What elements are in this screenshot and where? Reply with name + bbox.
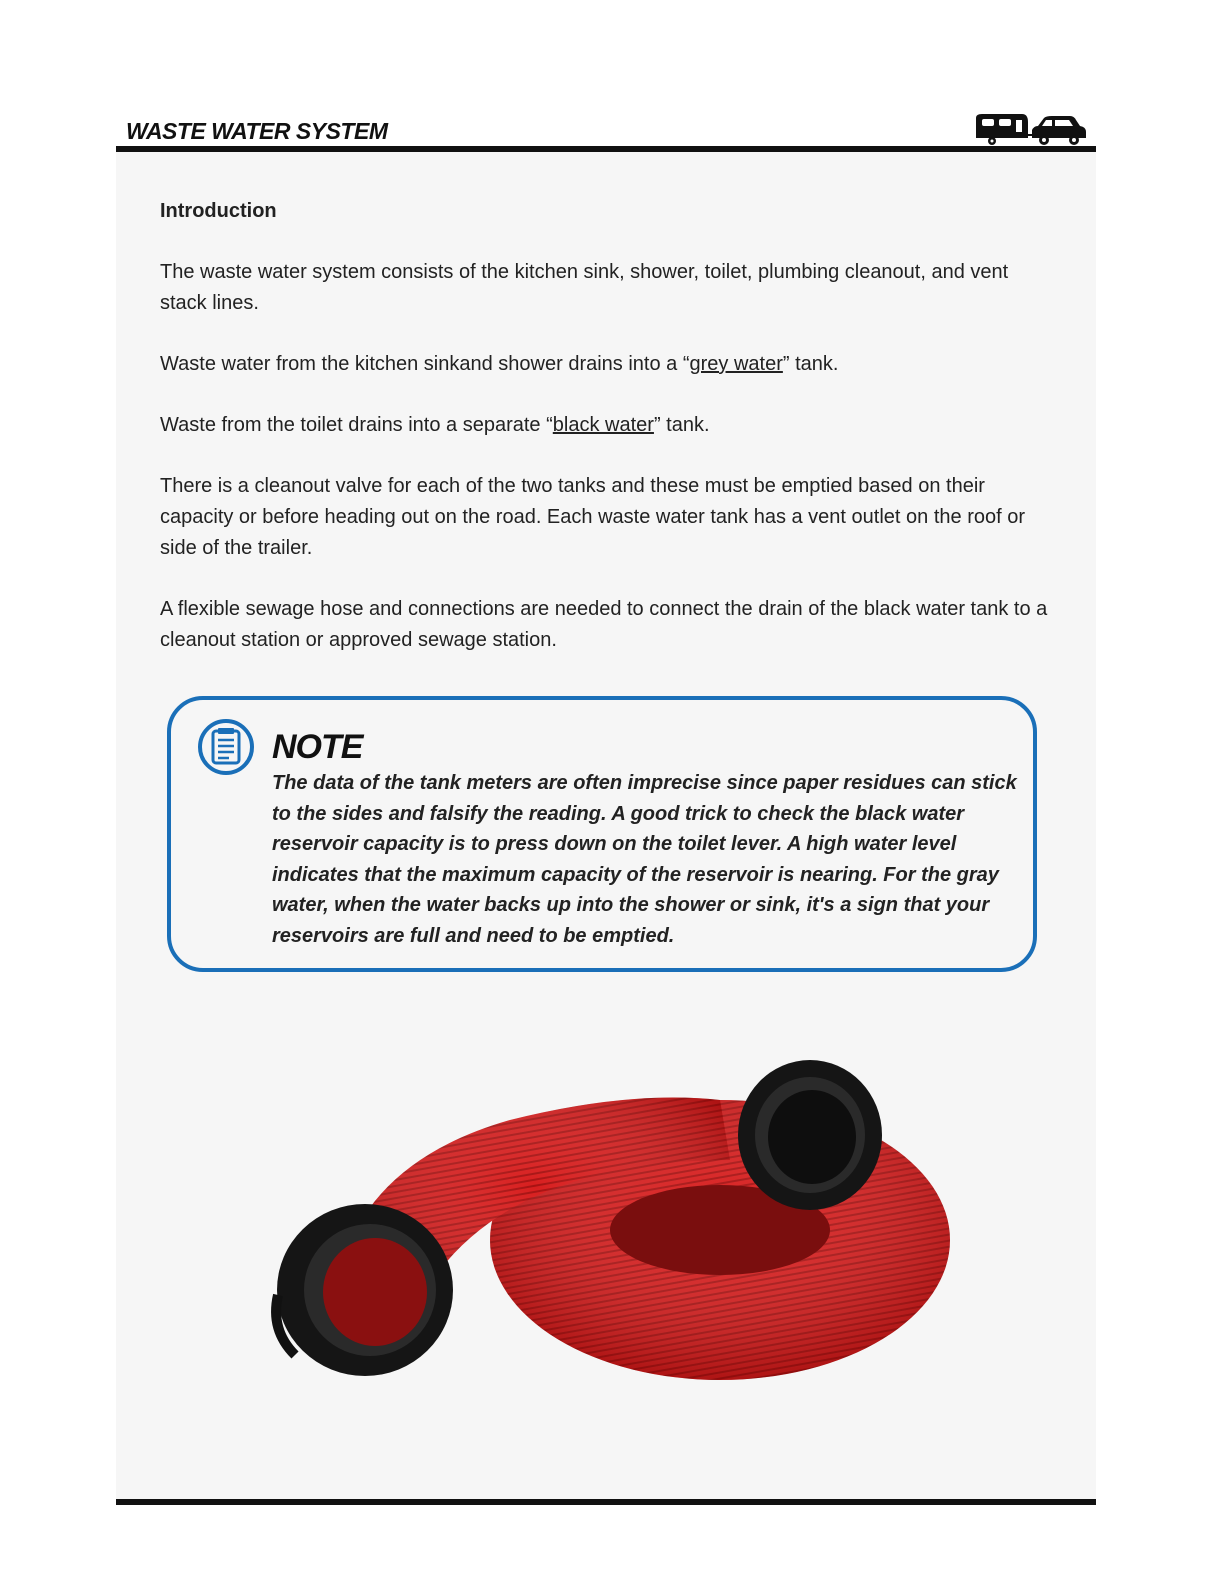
page-title: WASTE WATER SYSTEM bbox=[126, 118, 388, 144]
text-fragment: ” tank. bbox=[782, 353, 839, 375]
text-fragment: Waste from the toilet drains into a separate “ bbox=[160, 414, 553, 436]
paragraph-system-overview: The waste water system consists of the kitchen sink, shower, toilet, plumbing cleanout, and vent stack lines. bbox=[160, 261, 1009, 314]
section-heading: Introduction bbox=[160, 200, 277, 222]
text-fragment: Waste water from the kitchen sinkand shower drains into a “ bbox=[160, 353, 690, 375]
intro-section bbox=[160, 196, 1060, 686]
footer-rule bbox=[116, 1499, 1096, 1505]
paragraph-cleanout-valves: There is a cleanout valve for each of the two tanks and these must be emptied based on their capacity or before heading out on the road. Each waste water tank has a vent outlet on the roof or side of the trailer. bbox=[160, 475, 1025, 559]
black-water-link[interactable]: black water bbox=[552, 414, 654, 436]
paragraph-black-water bbox=[160, 410, 1060, 441]
note-box bbox=[167, 696, 1037, 972]
note-text: The data of the tank meters are often imprecise since paper residues can stick to the sides and falsify the reading. A good trick to check the black water reservoir capacity is to press down on the toilet lever. A high water level indicates that the maximum capacity of the reservoir is nearing. For the gray water, when the water backs up into the shower or sink, it's a sign that your reservoirs are full and need to be emptied. bbox=[272, 772, 1017, 947]
paragraph-sewage-hose: A flexible sewage hose and connections are needed to connect the drain of the black water tank to a cleanout station or approved sewage station. bbox=[160, 598, 1048, 651]
page-header bbox=[116, 108, 1096, 152]
note-title: NOTE bbox=[272, 728, 363, 766]
red-sewer-hose-image bbox=[250, 1040, 970, 1400]
text-fragment: ” tank. bbox=[653, 414, 710, 436]
grey-water-link[interactable]: grey water bbox=[689, 353, 783, 375]
note-icon bbox=[197, 718, 255, 776]
paragraph-grey-water bbox=[160, 349, 1060, 380]
trailer-and-car-icon bbox=[972, 112, 1088, 148]
